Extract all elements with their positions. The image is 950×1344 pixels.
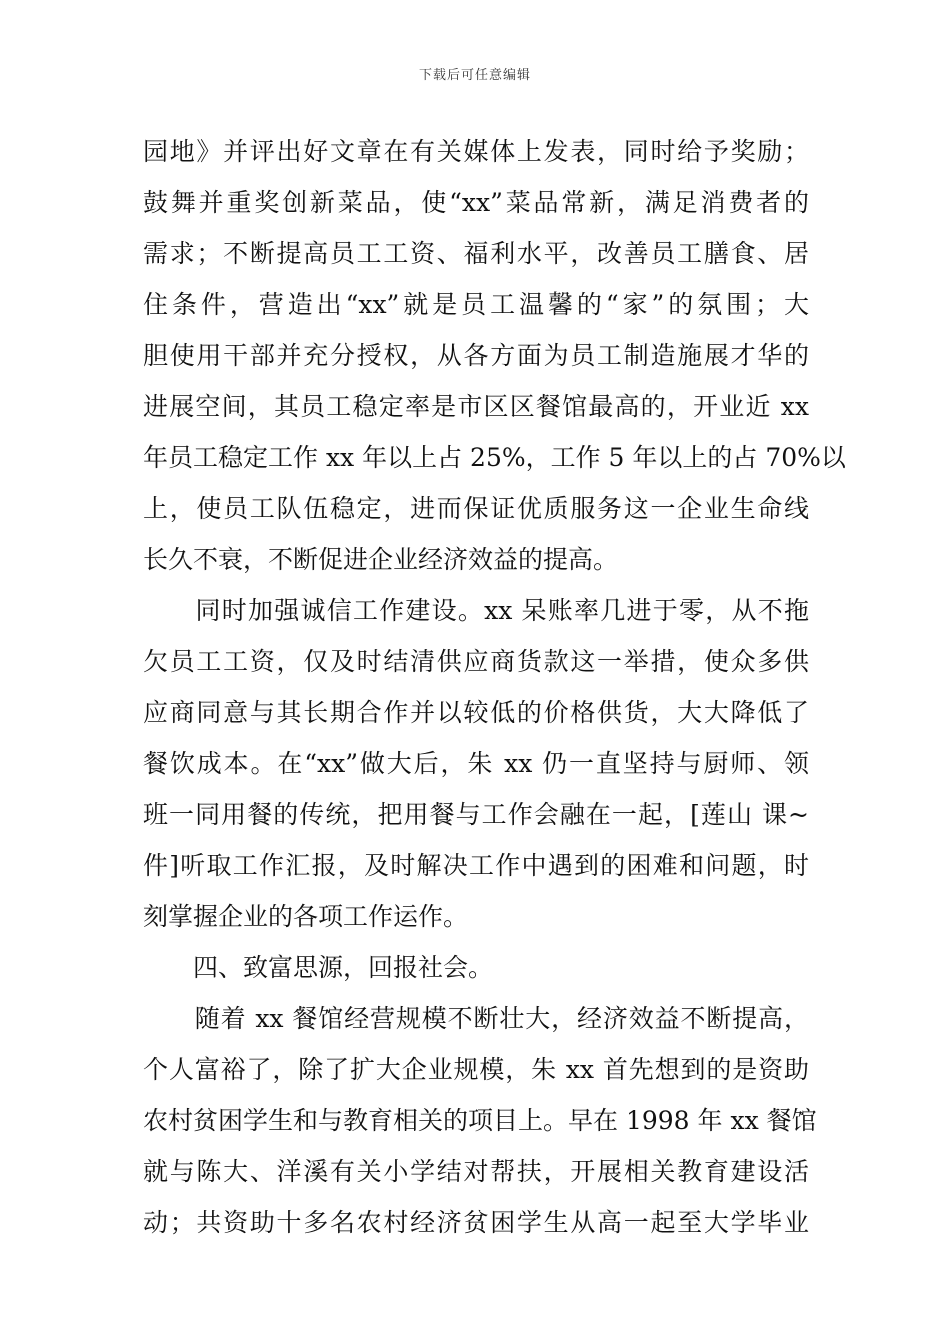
- text-line: 农村贫困学生和与教育相关的项目上。早在 1998 年 xx 餐馆: [143, 1106, 817, 1135]
- text-line: 就与陈大、洋溪有关小学结对帮扶，开展相关教育建设活: [143, 1157, 809, 1186]
- text-line: 年员工稳定工作 xx 年以上占 25%，工作 5 年以上的占 70%以: [143, 443, 846, 472]
- text-line: 园地》并评出好文章在有关媒体上发表，同时给予奖励；: [143, 137, 809, 166]
- text-line: 需求；不断提高员工工资、福利水平，改善员工膳食、居: [143, 239, 809, 268]
- text-line: 住条件，营造出“xx”就是员工温馨的“家”的氛围；大: [143, 290, 809, 319]
- text-line: 个人富裕了，除了扩大企业规模，朱 xx 首先想到的是资助: [143, 1055, 809, 1084]
- document-body: [143, 126, 846, 1248]
- text-line: 进展空间，其员工稳定率是市区区餐馆最高的，开业近 xx: [143, 392, 809, 421]
- text-line: 应商同意与其长期合作并以较低的价格供货，大大降低了: [143, 698, 809, 727]
- section-heading: 四、致富思源，回报社会。: [143, 953, 494, 982]
- text-line: 欠员工工资，仅及时结清供应商货款这一举措，使众多供: [143, 647, 809, 676]
- text-line: 长久不衰，不断促进企业经济效益的提高。: [143, 545, 619, 574]
- text-line: 动；共资助十多名农村经济贫困学生从高一起至大学毕业: [143, 1208, 809, 1237]
- text-line: 同时加强诚信工作建设。xx 呆账率几进于零，从不拖: [143, 596, 809, 625]
- text-line: 胆使用干部并充分授权，从各方面为员工制造施展才华的: [143, 341, 809, 370]
- text-line: 上，使员工队伍稳定，进而保证优质服务这一企业生命线: [143, 494, 809, 523]
- text-line: 随着 xx 餐馆经营规模不断壮大，经济效益不断提高，: [143, 1004, 809, 1033]
- page-header: 下载后可任意编辑: [418, 68, 531, 83]
- text-line: 鼓舞并重奖创新菜品，使“xx”菜品常新，满足消费者的: [143, 188, 809, 217]
- text-line: 班一同用餐的传统，把用餐与工作会融在一起，[莲山 课~: [143, 800, 809, 829]
- text-line: 件]听取工作汇报，及时解决工作中遇到的困难和问题，时: [143, 851, 809, 880]
- text-line: 刻掌握企业的各项工作运作。: [143, 902, 469, 931]
- text-line: 餐饮成本。在“xx”做大后，朱 xx 仍一直坚持与厨师、领: [143, 749, 809, 778]
